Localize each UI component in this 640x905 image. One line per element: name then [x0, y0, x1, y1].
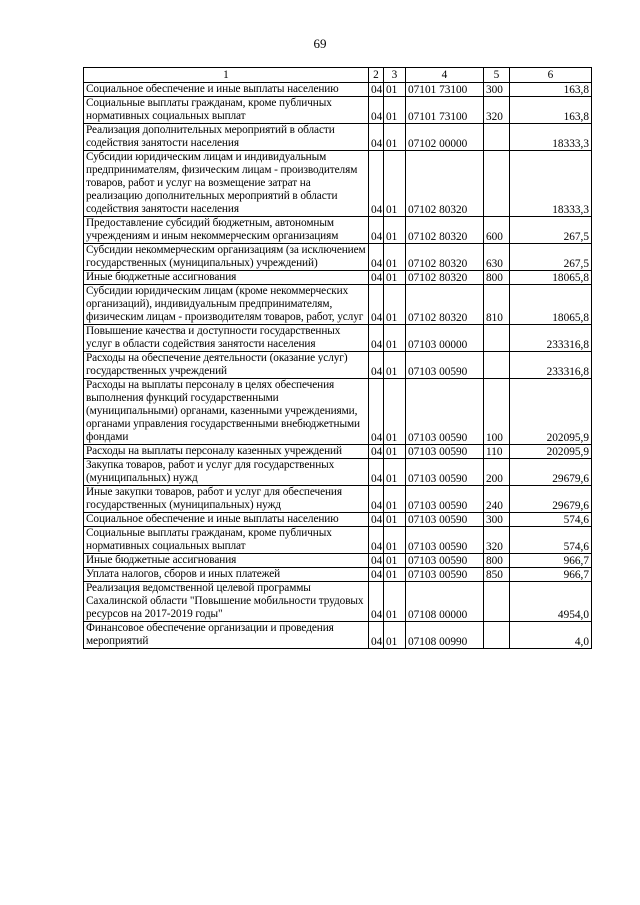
subsection-code-cell: 01	[384, 568, 406, 582]
header-col-1: 1	[84, 68, 369, 83]
target-article-cell: 07108 00000	[406, 582, 484, 622]
amount-cell: 163,8	[510, 97, 592, 124]
target-article-cell: 07103 00590	[406, 352, 484, 379]
target-article-cell: 07108 00990	[406, 622, 484, 649]
section-code-cell: 04	[369, 285, 384, 325]
expense-type-cell: 100	[484, 379, 510, 445]
section-code-cell: 04	[369, 83, 384, 97]
item-name-cell: Расходы на обеспечение деятельности (оказание услуг) государственных учреждений	[84, 352, 369, 379]
subsection-code-cell: 01	[384, 582, 406, 622]
subsection-code-cell: 01	[384, 445, 406, 459]
amount-cell: 574,6	[510, 527, 592, 554]
amount-cell: 966,7	[510, 554, 592, 568]
item-name-cell: Иные закупки товаров, работ и услуг для обеспечения государственных (муниципальных) нужд	[84, 486, 369, 513]
target-article-cell: 07102 80320	[406, 285, 484, 325]
amount-cell: 18333,3	[510, 124, 592, 151]
expense-type-cell	[484, 151, 510, 217]
item-name-cell: Расходы на выплаты персоналу в целях обеспечения выполнения функций государственными (муниципальными) органами, казенными учреждениями, органами управления государственными внебюджетными фондами	[84, 379, 369, 445]
expense-type-cell	[484, 124, 510, 151]
target-article-cell: 07102 80320	[406, 217, 484, 244]
amount-cell: 233316,8	[510, 325, 592, 352]
section-code-cell: 04	[369, 582, 384, 622]
target-article-cell: 07103 00590	[406, 445, 484, 459]
subsection-code-cell: 01	[384, 325, 406, 352]
table-row	[84, 445, 592, 459]
subsection-code-cell: 01	[384, 352, 406, 379]
item-name-cell: Повышение качества и доступности государственных услуг в области содействия занятости населения	[84, 325, 369, 352]
table-row	[84, 622, 592, 649]
item-name-cell: Реализация дополнительных мероприятий в области содействия занятости населения	[84, 124, 369, 151]
target-article-cell: 07102 80320	[406, 151, 484, 217]
amount-cell: 574,6	[510, 513, 592, 527]
amount-cell: 267,5	[510, 217, 592, 244]
section-code-cell: 04	[369, 352, 384, 379]
subsection-code-cell: 01	[384, 244, 406, 271]
header-col-2: 2	[369, 68, 384, 83]
item-name-cell: Субсидии юридическим лицам (кроме некоммерческих организаций), индивидуальным предпринимателям, физическим лицам - производителям товаров, работ, услуг	[84, 285, 369, 325]
amount-cell: 4954,0	[510, 582, 592, 622]
amount-cell: 267,5	[510, 244, 592, 271]
section-code-cell: 04	[369, 622, 384, 649]
expense-type-cell: 800	[484, 271, 510, 285]
section-code-cell: 04	[369, 325, 384, 352]
table-row	[84, 568, 592, 582]
expense-type-cell: 810	[484, 285, 510, 325]
table-row	[84, 527, 592, 554]
subsection-code-cell: 01	[384, 151, 406, 217]
section-code-cell: 04	[369, 244, 384, 271]
item-name-cell: Социальное обеспечение и иные выплаты населению	[84, 83, 369, 97]
subsection-code-cell: 01	[384, 554, 406, 568]
subsection-code-cell: 01	[384, 217, 406, 244]
section-code-cell: 04	[369, 513, 384, 527]
item-name-cell: Субсидии некоммерческим организациям (за исключением государственных (муниципальных) учреждений)	[84, 244, 369, 271]
amount-cell: 202095,9	[510, 445, 592, 459]
expense-type-cell: 300	[484, 513, 510, 527]
item-name-cell: Реализация ведомственной целевой программы Сахалинской области "Повышение мобильности трудовых ресурсов на 2017-2019 годы"	[84, 582, 369, 622]
expense-type-cell: 320	[484, 97, 510, 124]
section-code-cell: 04	[369, 459, 384, 486]
expense-type-cell: 320	[484, 527, 510, 554]
target-article-cell: 07101 73100	[406, 97, 484, 124]
subsection-code-cell: 01	[384, 285, 406, 325]
item-name-cell: Закупка товаров, работ и услуг для государственных (муниципальных) нужд	[84, 459, 369, 486]
section-code-cell: 04	[369, 124, 384, 151]
amount-cell: 18065,8	[510, 285, 592, 325]
target-article-cell: 07103 00590	[406, 459, 484, 486]
target-article-cell: 07103 00590	[406, 486, 484, 513]
item-name-cell: Иные бюджетные ассигнования	[84, 554, 369, 568]
table-row	[84, 244, 592, 271]
expense-type-cell: 800	[484, 554, 510, 568]
section-code-cell: 04	[369, 568, 384, 582]
table-row	[84, 124, 592, 151]
section-code-cell: 04	[369, 554, 384, 568]
header-col-5: 5	[484, 68, 510, 83]
expense-type-cell	[484, 582, 510, 622]
subsection-code-cell: 01	[384, 486, 406, 513]
item-name-cell: Финансовое обеспечение организации и проведения мероприятий	[84, 622, 369, 649]
table-row	[84, 513, 592, 527]
amount-cell: 18065,8	[510, 271, 592, 285]
header-col-4: 4	[406, 68, 484, 83]
table-row	[84, 379, 592, 445]
item-name-cell: Уплата налогов, сборов и иных платежей	[84, 568, 369, 582]
table-row	[84, 352, 592, 379]
amount-cell: 202095,9	[510, 379, 592, 445]
item-name-cell: Предоставление субсидий бюджетным, автономным учреждениям и иным некоммерческим организациям	[84, 217, 369, 244]
table-row	[84, 285, 592, 325]
amount-cell: 4,0	[510, 622, 592, 649]
expense-type-cell: 240	[484, 486, 510, 513]
subsection-code-cell: 01	[384, 459, 406, 486]
table-row	[84, 83, 592, 97]
item-name-cell: Социальные выплаты гражданам, кроме публичных нормативных социальных выплат	[84, 97, 369, 124]
target-article-cell: 07102 00000	[406, 124, 484, 151]
section-code-cell: 04	[369, 151, 384, 217]
target-article-cell: 07102 80320	[406, 271, 484, 285]
target-article-cell: 07103 00590	[406, 379, 484, 445]
amount-cell: 233316,8	[510, 352, 592, 379]
target-article-cell: 07103 00590	[406, 513, 484, 527]
section-code-cell: 04	[369, 271, 384, 285]
subsection-code-cell: 01	[384, 513, 406, 527]
amount-cell: 163,8	[510, 83, 592, 97]
section-code-cell: 04	[369, 445, 384, 459]
section-code-cell: 04	[369, 379, 384, 445]
amount-cell: 18333,3	[510, 151, 592, 217]
expense-type-cell: 110	[484, 445, 510, 459]
subsection-code-cell: 01	[384, 271, 406, 285]
expense-type-cell	[484, 325, 510, 352]
table-row	[84, 151, 592, 217]
expense-type-cell: 600	[484, 217, 510, 244]
table-row	[84, 97, 592, 124]
subsection-code-cell: 01	[384, 97, 406, 124]
table-row	[84, 325, 592, 352]
amount-cell: 966,7	[510, 568, 592, 582]
table-row	[84, 554, 592, 568]
table-body	[84, 83, 592, 649]
table-row	[84, 486, 592, 513]
target-article-cell: 07103 00590	[406, 527, 484, 554]
item-name-cell: Расходы на выплаты персоналу казенных учреждений	[84, 445, 369, 459]
target-article-cell: 07103 00000	[406, 325, 484, 352]
section-code-cell: 04	[369, 97, 384, 124]
subsection-code-cell: 01	[384, 527, 406, 554]
expense-type-cell	[484, 352, 510, 379]
budget-table	[83, 67, 592, 649]
subsection-code-cell: 01	[384, 379, 406, 445]
header-col-3: 3	[384, 68, 406, 83]
target-article-cell: 07103 00590	[406, 568, 484, 582]
table-row	[84, 271, 592, 285]
target-article-cell: 07102 80320	[406, 244, 484, 271]
section-code-cell: 04	[369, 217, 384, 244]
table-row	[84, 459, 592, 486]
target-article-cell: 07101 73100	[406, 83, 484, 97]
expense-type-cell	[484, 622, 510, 649]
item-name-cell: Субсидии юридическим лицам и индивидуальным предпринимателям, физическим лицам - производителям товаров, работ и услуг на возмещение затрат на реализацию дополнительных мероприятий в области содействия занятости населения	[84, 151, 369, 217]
expense-type-cell: 630	[484, 244, 510, 271]
subsection-code-cell: 01	[384, 83, 406, 97]
expense-type-cell: 300	[484, 83, 510, 97]
expense-type-cell: 200	[484, 459, 510, 486]
section-code-cell: 04	[369, 527, 384, 554]
target-article-cell: 07103 00590	[406, 554, 484, 568]
section-code-cell: 04	[369, 486, 384, 513]
header-row	[84, 68, 592, 83]
item-name-cell: Социальное обеспечение и иные выплаты населению	[84, 513, 369, 527]
expense-type-cell: 850	[484, 568, 510, 582]
item-name-cell: Социальные выплаты гражданам, кроме публичных нормативных социальных выплат	[84, 527, 369, 554]
item-name-cell: Иные бюджетные ассигнования	[84, 271, 369, 285]
page-number: 69	[313, 36, 327, 51]
subsection-code-cell: 01	[384, 622, 406, 649]
header-col-6: 6	[510, 68, 592, 83]
subsection-code-cell: 01	[384, 124, 406, 151]
table-row	[84, 582, 592, 622]
amount-cell: 29679,6	[510, 459, 592, 486]
amount-cell: 29679,6	[510, 486, 592, 513]
table-row	[84, 217, 592, 244]
